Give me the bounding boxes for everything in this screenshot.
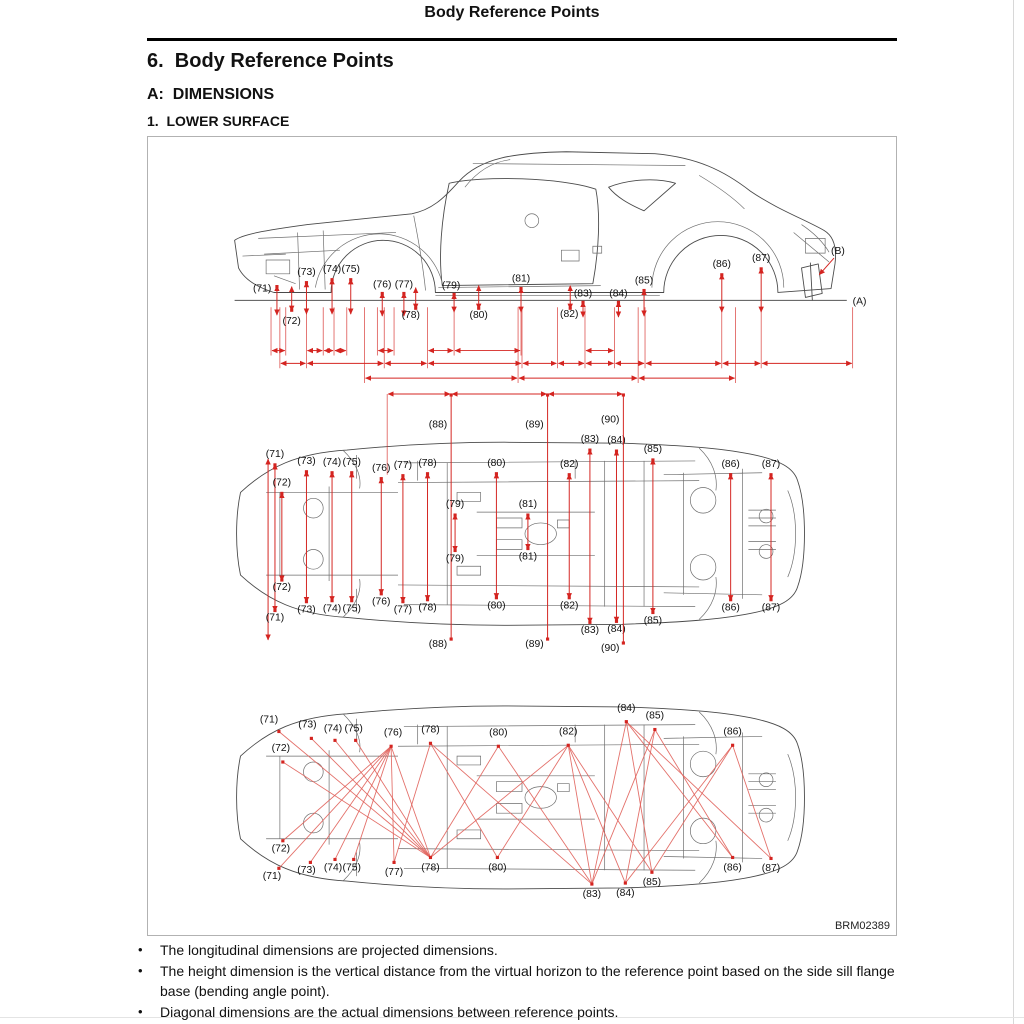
ref-point-label: (78) <box>418 602 437 614</box>
ref-point-marker <box>568 473 571 476</box>
ref-point-label: (79) <box>445 553 465 565</box>
ref-point-label: (86) <box>723 726 742 738</box>
ref-point-label: (84) <box>609 288 628 300</box>
ref-point-marker <box>769 598 772 601</box>
ref-point-label: (80) <box>487 600 506 612</box>
ref-point-label: (84) <box>607 624 626 636</box>
ref-point-marker <box>275 285 278 288</box>
ref-point-label: (73) <box>297 455 316 467</box>
note-item <box>138 961 908 1002</box>
ref-point-label: (82) <box>559 726 578 738</box>
diagonal-dimension-line <box>497 745 568 857</box>
ref-point-label: (74) <box>322 603 342 615</box>
ref-point-label: (77) <box>394 279 414 291</box>
ref-point-label: (87) <box>751 253 771 264</box>
ref-point-label: (86) <box>723 862 742 874</box>
ref-point-label: (73) <box>298 719 317 731</box>
ref-point-marker <box>546 393 549 396</box>
ref-point-marker <box>277 867 280 870</box>
ref-point-marker <box>731 744 734 747</box>
ref-point-label: (82) <box>560 309 579 321</box>
ref-point-label: (82) <box>560 458 579 470</box>
ref-point-marker <box>581 301 584 304</box>
ref-point-marker <box>349 278 352 281</box>
ref-point-marker <box>546 637 549 640</box>
ref-point-marker <box>526 547 529 550</box>
notes-list <box>138 940 908 1023</box>
ref-point-label: (74) <box>323 862 343 874</box>
ref-point-label: (87) <box>761 458 781 470</box>
ref-point-marker <box>330 599 333 602</box>
ref-point-marker <box>352 858 355 861</box>
ref-point-label: (74) <box>323 723 343 735</box>
ref-point-marker <box>496 856 499 859</box>
ref-point-marker <box>310 737 313 740</box>
ref-point-label: (71) <box>259 714 279 726</box>
ref-point-marker <box>622 641 625 644</box>
ref-point-label: (B) <box>831 246 845 258</box>
part-b-art <box>802 263 823 300</box>
ref-point-label: (85) <box>643 615 663 627</box>
ref-point-marker <box>588 449 591 452</box>
ref-point-marker <box>273 463 276 466</box>
ref-point-marker <box>305 470 308 473</box>
bottom-car-art <box>237 706 805 889</box>
diagonal-dimension-line <box>733 745 771 858</box>
ref-point-marker <box>333 858 336 861</box>
ref-point-marker <box>526 513 529 516</box>
ref-point-marker <box>281 839 284 842</box>
ref-point-label: (78) <box>418 457 437 469</box>
diagonal-dimension-line <box>592 722 626 884</box>
diagonal-dimension-line <box>394 743 430 862</box>
ref-point-marker <box>642 289 645 292</box>
ref-point-label: (77) <box>393 604 413 616</box>
diagonal-dimension-line <box>626 722 652 873</box>
ref-point-marker <box>769 473 772 476</box>
ref-point-label: (89) <box>525 419 544 431</box>
ref-point-marker <box>651 458 654 461</box>
ref-point-marker <box>615 450 618 453</box>
diagonal-dimension-line <box>283 746 391 840</box>
ref-point-marker <box>568 596 571 599</box>
ref-point-label: (84) <box>616 887 635 899</box>
diagonal-dimension-line <box>655 730 733 858</box>
subsection-heading: A: DIMENSIONS <box>147 86 275 103</box>
ref-point-marker <box>495 472 498 475</box>
ref-point-marker <box>653 728 656 731</box>
ref-point-label: (84) <box>607 435 626 447</box>
ref-point-marker <box>729 473 732 476</box>
ref-point-label: (83) <box>580 625 600 637</box>
ref-point-marker <box>402 292 405 295</box>
ref-point-label: (75) <box>341 263 360 275</box>
diagonal-dimension-line <box>626 722 771 859</box>
ref-point-label: (88) <box>428 638 448 650</box>
ref-point-label: (83) <box>582 888 602 900</box>
ref-point-label: (83) <box>573 288 593 300</box>
ref-point-marker <box>380 477 383 480</box>
ref-point-label: (73) <box>297 604 316 616</box>
ref-point-marker <box>290 309 293 312</box>
ref-point-marker <box>426 598 429 601</box>
ref-point-label: (81) <box>511 273 531 285</box>
ref-point-label: (77) <box>384 867 404 879</box>
note-text: The longitudinal dimensions are projected dimensions. <box>160 942 498 958</box>
ref-point-marker <box>333 739 336 742</box>
ref-point-label: (80) <box>469 310 488 322</box>
ref-point-marker <box>588 621 591 624</box>
ref-point-label: (A) <box>852 296 867 308</box>
ref-point-label: (85) <box>634 275 654 287</box>
ref-point-marker <box>330 278 333 281</box>
ref-point-marker <box>453 513 456 516</box>
ref-point-marker <box>281 760 284 763</box>
ref-point-label: (81) <box>518 499 538 511</box>
ref-point-label: (76) <box>372 596 391 608</box>
ref-point-marker <box>429 856 432 859</box>
ref-point-label: (87) <box>761 863 781 875</box>
ref-point-label: (73) <box>297 266 316 278</box>
diagonal-dimension-line <box>652 745 733 872</box>
ref-point-label: (72) <box>272 581 292 593</box>
ref-point-marker <box>392 861 395 864</box>
ref-point-marker <box>651 611 654 614</box>
ref-point-marker <box>401 474 404 477</box>
ref-point-label: (76) <box>373 279 392 291</box>
ref-point-label: (85) <box>645 710 665 722</box>
ref-point-label: (71) <box>252 283 272 295</box>
ref-point-marker <box>450 393 453 396</box>
note-text: Diagonal dimensions are the actual dimensions between reference points. <box>160 1004 619 1021</box>
diagonal-dimension-line <box>568 745 592 884</box>
ref-point-label: (84) <box>617 702 636 714</box>
section-heading: 6. Body Reference Points <box>147 50 394 72</box>
ref-point-label: (71) <box>265 612 285 624</box>
ref-point-marker <box>720 273 723 276</box>
ref-point-label: (78) <box>401 310 420 322</box>
ref-point-label: (78) <box>421 724 440 736</box>
ref-point-marker <box>350 599 353 602</box>
ref-point-marker <box>495 596 498 599</box>
ref-point-label: (80) <box>489 727 508 739</box>
dimension-line <box>819 258 834 275</box>
ref-point-marker <box>309 861 312 864</box>
diagonal-dimension-line <box>592 730 655 885</box>
underbody-diagonal-diagram <box>148 653 896 935</box>
note-bullet: • <box>138 962 143 978</box>
ref-point-label: (71) <box>265 448 285 460</box>
ref-point-marker <box>330 471 333 474</box>
ref-point-marker <box>453 549 456 552</box>
ref-point-label: (71) <box>262 871 282 883</box>
ref-point-marker <box>401 600 404 603</box>
ref-point-label: (75) <box>342 456 361 468</box>
ref-point-marker <box>622 393 625 396</box>
diagonal-dimension-line <box>391 746 394 862</box>
ref-point-label: (74) <box>322 456 342 468</box>
diagonal-dimension-line <box>625 745 732 883</box>
ref-point-label: (76) <box>383 727 403 739</box>
ref-point-label: (78) <box>421 862 440 874</box>
ref-point-label: (85) <box>642 877 662 889</box>
ref-point-marker <box>426 472 429 475</box>
ref-point-label: (86) <box>721 602 740 614</box>
diagonal-dimension-line <box>335 746 391 859</box>
ref-point-label: (76) <box>372 462 391 474</box>
ref-point-label: (73) <box>297 865 316 877</box>
note-item <box>138 940 908 961</box>
note-bullet: • <box>138 1004 143 1020</box>
page-header-title: Body Reference Points <box>424 4 600 21</box>
ref-point-label: (75) <box>342 862 361 874</box>
ref-point-marker <box>497 745 500 748</box>
ref-point-marker <box>280 492 283 495</box>
ref-point-label: (87) <box>761 602 781 614</box>
ref-point-marker <box>760 267 763 270</box>
ref-point-marker <box>729 598 732 601</box>
ref-point-label: (72) <box>271 843 291 855</box>
diagonal-dimension-line <box>310 746 391 862</box>
side-car-art <box>235 152 836 301</box>
scan-edge-right <box>1013 0 1014 1024</box>
ref-point-marker <box>453 293 456 296</box>
ref-point-marker <box>380 592 383 595</box>
ref-point-label: (83) <box>580 434 600 446</box>
ref-point-marker <box>519 287 522 290</box>
ref-point-label: (75) <box>344 723 363 735</box>
mid-car-art <box>237 442 805 625</box>
ref-point-label: (72) <box>271 743 291 755</box>
ref-point-marker <box>390 745 393 748</box>
diagonal-dimension-line <box>626 722 732 858</box>
mid-annotations <box>266 393 780 653</box>
diagonal-dimension-line <box>430 745 568 857</box>
ref-point-label: (86) <box>712 258 731 270</box>
ref-point-marker <box>350 471 353 474</box>
ref-point-label: (82) <box>560 600 579 612</box>
ref-point-marker <box>615 620 618 623</box>
ref-point-marker <box>650 871 653 874</box>
side-view-diagram <box>148 137 896 385</box>
ref-point-marker <box>450 637 453 640</box>
diagonal-dimension-line <box>625 730 655 884</box>
figure-code: BRM02389 <box>834 920 890 932</box>
ref-point-marker <box>354 739 357 742</box>
ref-point-label: (80) <box>487 457 506 469</box>
ref-point-label: (75) <box>342 603 361 615</box>
ref-point-marker <box>429 742 432 745</box>
note-item <box>138 1002 908 1023</box>
item-heading: 1. LOWER SURFACE <box>147 113 290 129</box>
ref-point-marker <box>567 744 570 747</box>
ref-point-marker <box>305 281 308 284</box>
note-text: The height dimension is the vertical distance from the virtual horizon to the reference point based on the side sill flange base (bending angle point). <box>160 962 895 1000</box>
ref-point-marker <box>625 720 628 723</box>
note-bullet: • <box>138 942 143 957</box>
ref-point-label: (86) <box>721 458 740 470</box>
ref-point-label: (85) <box>643 444 663 456</box>
ref-point-marker <box>277 730 280 733</box>
underbody-longitudinal-diagram <box>148 385 896 653</box>
figure-box <box>147 136 897 936</box>
ref-point-label: (89) <box>525 638 544 650</box>
header-rule <box>147 38 897 41</box>
ref-point-label: (80) <box>488 862 507 874</box>
ref-point-label: (72) <box>272 477 292 489</box>
ref-point-label: (81) <box>518 551 538 563</box>
ref-point-label: (88) <box>428 419 448 431</box>
ref-point-label: (90) <box>601 642 620 653</box>
ref-point-label: (90) <box>601 414 620 426</box>
ref-point-marker <box>617 301 620 304</box>
ref-point-label: (72) <box>282 315 301 327</box>
ref-point-marker <box>731 856 734 859</box>
ref-point-marker <box>381 292 384 295</box>
ref-point-label: (79) <box>445 499 465 511</box>
ref-point-marker <box>769 857 772 860</box>
ref-point-label: (77) <box>393 459 413 471</box>
ref-point-label: (74) <box>322 263 342 275</box>
ref-point-marker <box>305 600 308 603</box>
ref-point-marker <box>624 881 627 884</box>
diagonal-dimension-line <box>279 746 391 868</box>
ref-point-marker <box>590 882 593 885</box>
bottom-annotations <box>260 703 780 900</box>
ref-point-label: (79) <box>441 280 461 292</box>
